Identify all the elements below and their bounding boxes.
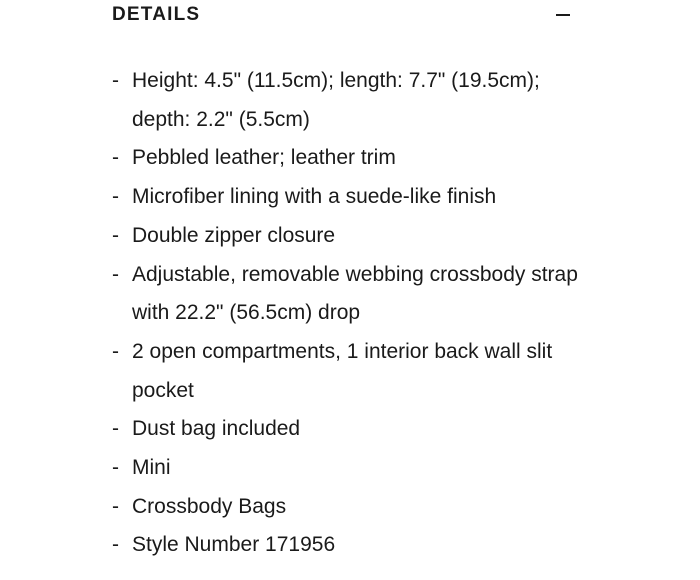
- details-title: DETAILS: [112, 4, 201, 25]
- bullet-dash: -: [112, 223, 119, 247]
- bullet-dash: -: [112, 185, 119, 209]
- list-item: [112, 449, 582, 488]
- bullet-dash: -: [112, 146, 119, 170]
- list-item-text: Mini: [132, 456, 171, 480]
- list-item: [112, 256, 582, 333]
- list-item: [112, 333, 582, 410]
- list-item: [112, 526, 582, 565]
- bullet-dash: -: [112, 456, 119, 480]
- details-accordion-header[interactable]: [112, 0, 572, 30]
- list-item-text: Crossbody Bags: [132, 494, 287, 518]
- list-item: [112, 62, 582, 139]
- bullet-dash: -: [112, 339, 119, 363]
- minus-icon: [556, 14, 570, 16]
- bullet-dash: -: [112, 494, 119, 518]
- list-item-text: Microfiber lining with a suede-like finish: [132, 185, 497, 209]
- bullet-dash: -: [112, 417, 119, 441]
- details-panel: [112, 0, 578, 557]
- bullet-dash: -: [112, 69, 119, 92]
- list-item-text: Height: 4.5" (11.5cm); length: 7.7" (19.5cm); depth: 2.2" (5.5cm): [132, 69, 540, 131]
- list-item: [112, 139, 582, 178]
- list-item-text: Dust bag included: [132, 417, 301, 441]
- bullet-dash: -: [112, 262, 119, 286]
- list-item: [112, 410, 582, 449]
- collapse-toggle-button[interactable]: [554, 6, 572, 24]
- list-item-text: Pebbled leather; leather trim: [132, 146, 396, 170]
- list-item-text: Adjustable, removable webbing crossbody strap with 22.2" (56.5cm) drop: [132, 262, 578, 325]
- list-item-text: Double zipper closure: [132, 223, 336, 247]
- list-item-text: Style Number 171956: [132, 533, 336, 557]
- list-item: [112, 178, 582, 217]
- list-item-text: 2 open compartments, 1 interior back wall slit pocket: [132, 339, 553, 402]
- bullet-dash: -: [112, 533, 119, 557]
- list-item: [112, 488, 582, 527]
- details-list: [112, 62, 582, 565]
- list-item: [112, 217, 582, 256]
